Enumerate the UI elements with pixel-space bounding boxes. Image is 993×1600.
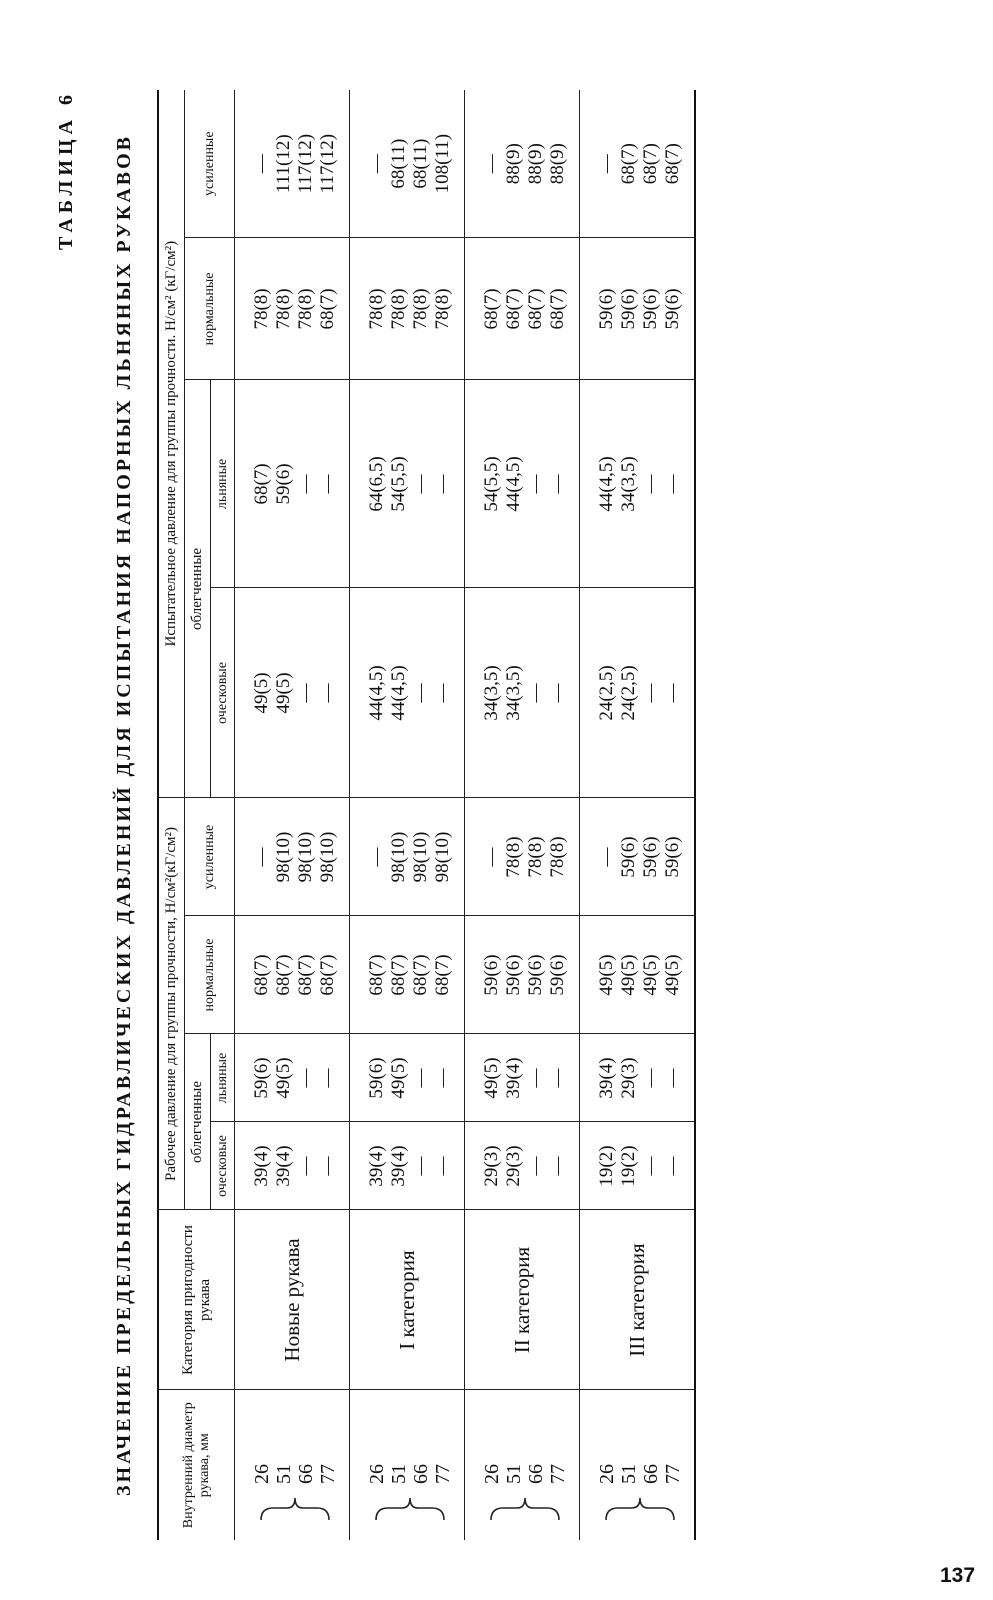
pressure-value: 78(8) <box>388 288 410 330</box>
pressure-value: — <box>295 474 317 494</box>
pressure-value: 68(11) <box>410 138 432 189</box>
test-linen-cell <box>465 380 580 588</box>
pressure-value: 44(4,5) <box>503 456 525 512</box>
pressure-value: 39(4) <box>366 1145 388 1187</box>
pressure-value: — <box>547 474 569 494</box>
diameter-value: 51 <box>503 1464 526 1484</box>
pressure-value: 78(8) <box>547 836 569 878</box>
pressure-value: 68(7) <box>410 954 432 996</box>
table-row <box>350 90 465 1540</box>
diameter-cell <box>350 1390 465 1540</box>
pressure-value: — <box>640 1156 662 1176</box>
working-normal-cell <box>350 916 465 1034</box>
table-body <box>235 90 696 1540</box>
pressure-value: — <box>547 1156 569 1176</box>
pressure-value: 49(5) <box>251 672 273 714</box>
pressure-value: 88(9) <box>503 143 525 185</box>
working-reinforced-cell <box>465 798 580 916</box>
test-reinforced-cell <box>465 90 580 238</box>
pressure-value: 44(4,5) <box>596 456 618 512</box>
pressure-value: 108(11) <box>432 133 454 194</box>
brace-icon <box>604 1494 676 1522</box>
pressure-value: — <box>295 1068 317 1088</box>
pressure-value: — <box>317 1156 339 1176</box>
pressure-value: 68(7) <box>251 463 273 505</box>
pressure-value: — <box>481 847 503 867</box>
pressure-value: — <box>410 474 432 494</box>
pressure-value: 59(6) <box>525 954 547 996</box>
pressure-value: — <box>662 1068 684 1088</box>
diameter-value: 77 <box>432 1464 455 1484</box>
header-test-linen: льняные <box>210 380 235 588</box>
pressure-value: — <box>317 1068 339 1088</box>
pressure-value: 29(3) <box>481 1145 503 1187</box>
test-spectacle-cell <box>465 588 580 798</box>
rotated-table-page <box>55 90 955 1540</box>
brace-icon <box>489 1494 561 1522</box>
pressure-value: — <box>547 1068 569 1088</box>
pressure-value: 88(9) <box>547 143 569 185</box>
table-row <box>465 90 580 1540</box>
header-working: Рабочее давление для группы прочности, Н/см²(кГ/см²) <box>158 798 184 1210</box>
test-spectacle-cell <box>235 588 350 798</box>
diameter-value: 66 <box>410 1464 433 1484</box>
pressure-value: 59(6) <box>596 288 618 330</box>
pressure-value: 59(6) <box>251 1057 273 1099</box>
pressure-value: 78(8) <box>273 288 295 330</box>
pressure-value: 68(7) <box>366 954 388 996</box>
pressure-value: 59(6) <box>640 288 662 330</box>
pressure-value: 64(6,5) <box>366 456 388 512</box>
working-spectacle-cell <box>350 1122 465 1210</box>
working-reinforced-cell <box>350 798 465 916</box>
test-spectacle-cell <box>350 588 465 798</box>
test-linen-cell <box>580 380 696 588</box>
pressure-value: 24(2,5) <box>596 665 618 721</box>
pressure-value: 49(5) <box>273 1057 295 1099</box>
pressure-value: 49(5) <box>618 954 640 996</box>
test-linen-cell <box>350 380 465 588</box>
category-cell: III категория <box>580 1210 696 1390</box>
pressure-value: 59(6) <box>640 836 662 878</box>
pressure-value: 68(7) <box>388 954 410 996</box>
working-linen-cell <box>465 1034 580 1122</box>
pressure-value: 78(8) <box>432 288 454 330</box>
diameter-value: 51 <box>388 1464 411 1484</box>
pressure-value: — <box>640 474 662 494</box>
pressure-value: 68(7) <box>481 288 503 330</box>
pressure-value: 78(8) <box>251 288 273 330</box>
pressure-value: 49(5) <box>481 1057 503 1099</box>
pressure-value: — <box>640 683 662 703</box>
pressure-value: — <box>366 847 388 867</box>
test-normal-cell <box>580 238 696 380</box>
category-cell: II категория <box>465 1210 580 1390</box>
header-test: Испытательное давление для группы прочности. Н/см² (кГ/см²) <box>158 90 184 798</box>
pressure-value: 68(7) <box>432 954 454 996</box>
pressure-value: — <box>295 1156 317 1176</box>
working-spectacle-cell <box>580 1122 696 1210</box>
working-reinforced-cell <box>580 798 696 916</box>
header-diameter: Внутренний диаметр рукава, мм <box>158 1390 235 1540</box>
pressure-value: 44(4,5) <box>366 665 388 721</box>
pressure-value: 68(7) <box>547 288 569 330</box>
diameter-value: 66 <box>295 1464 318 1484</box>
pressure-value: 19(2) <box>618 1145 640 1187</box>
pressure-value: 39(4) <box>251 1145 273 1187</box>
working-reinforced-cell <box>235 798 350 916</box>
working-normal-cell <box>580 916 696 1034</box>
header-working-spectacle: оческовые <box>210 1122 235 1210</box>
diameter-value: 51 <box>273 1464 296 1484</box>
pressure-value: 78(8) <box>366 288 388 330</box>
pressure-value: 59(6) <box>618 836 640 878</box>
pressure-value: 68(11) <box>388 138 410 189</box>
pressure-value: — <box>547 683 569 703</box>
pressure-value: — <box>410 1156 432 1176</box>
pressure-value: — <box>410 1068 432 1088</box>
diameter-value: 77 <box>547 1464 570 1484</box>
diameter-cell <box>235 1390 350 1540</box>
pressure-value: 59(6) <box>481 954 503 996</box>
pressure-value: 59(6) <box>273 463 295 505</box>
pressure-value: — <box>525 474 547 494</box>
pressure-value: 98(10) <box>295 831 317 883</box>
pressure-value: — <box>662 474 684 494</box>
header-working-linen: льняные <box>210 1034 235 1122</box>
diameter-cell <box>465 1390 580 1540</box>
pressure-value: — <box>251 847 273 867</box>
diameter-value: 26 <box>251 1464 274 1484</box>
pressure-value: 68(7) <box>640 143 662 185</box>
pressure-value: 29(3) <box>618 1057 640 1099</box>
pressure-value: 68(7) <box>273 954 295 996</box>
pressure-value: — <box>317 683 339 703</box>
pressure-value: 98(10) <box>317 831 339 883</box>
pressure-value: — <box>432 683 454 703</box>
pressure-value: — <box>525 683 547 703</box>
brace-icon <box>374 1494 446 1522</box>
working-linen-cell <box>580 1034 696 1122</box>
pressure-value: 98(10) <box>273 831 295 883</box>
pressure-value: 19(2) <box>596 1145 618 1187</box>
diameter-value: 26 <box>481 1464 504 1484</box>
pressure-value: 78(8) <box>295 288 317 330</box>
table-title: ЗНАЧЕНИЕ ПРЕДЕЛЬНЫХ ГИДРАВЛИЧЕСКИХ ДАВЛЕНИЙ ДЛЯ ИСПЫТАНИЯ НАПОРНЫХ ЛЬНЯНЫХ РУКАВОВ <box>113 134 135 1496</box>
pressure-value: — <box>432 1068 454 1088</box>
header-test-spectacle: оческовые <box>210 588 235 798</box>
pressure-value: 44(4,5) <box>388 665 410 721</box>
header-working-reinforced: усиленные <box>184 798 234 916</box>
pressure-value: 39(4) <box>273 1145 295 1187</box>
brace-icon <box>259 1494 331 1522</box>
table-number: ТАБЛИЦА 6 <box>55 90 77 250</box>
pressure-value: 49(5) <box>662 954 684 996</box>
pressure-value: 39(4) <box>388 1145 410 1187</box>
pressure-value: 39(4) <box>503 1057 525 1099</box>
pressure-table <box>157 90 696 1540</box>
pressure-value: 98(10) <box>432 831 454 883</box>
pressure-value: — <box>662 683 684 703</box>
pressure-value: — <box>366 154 388 174</box>
header-test-light: облегченные <box>184 380 210 798</box>
pressure-value: 78(8) <box>503 836 525 878</box>
pressure-value: 34(3,5) <box>503 665 525 721</box>
working-normal-cell <box>465 916 580 1034</box>
header-test-normal: нормальные <box>184 238 234 380</box>
pressure-value: — <box>432 474 454 494</box>
pressure-value: 88(9) <box>525 143 547 185</box>
pressure-value: — <box>295 683 317 703</box>
pressure-value: 49(5) <box>640 954 662 996</box>
pressure-value: 59(6) <box>503 954 525 996</box>
diameter-value: 26 <box>596 1464 619 1484</box>
pressure-value: 117(12) <box>295 133 317 194</box>
pressure-value: 39(4) <box>596 1057 618 1099</box>
working-spectacle-cell <box>235 1122 350 1210</box>
pressure-value: 59(6) <box>662 288 684 330</box>
diameter-value: 26 <box>366 1464 389 1484</box>
diameter-value: 66 <box>640 1464 663 1484</box>
pressure-value: 68(7) <box>503 288 525 330</box>
category-cell: I категория <box>350 1210 465 1390</box>
pressure-value: 117(12) <box>317 133 339 194</box>
test-reinforced-cell <box>580 90 696 238</box>
test-reinforced-cell <box>350 90 465 238</box>
working-linen-cell <box>235 1034 350 1122</box>
pressure-value: 111(12) <box>273 134 295 194</box>
diameter-value: 51 <box>618 1464 641 1484</box>
pressure-value: 59(6) <box>662 836 684 878</box>
diameter-value: 77 <box>662 1464 685 1484</box>
pressure-value: 68(7) <box>662 143 684 185</box>
pressure-value: 78(8) <box>525 836 547 878</box>
pressure-value: 49(5) <box>273 672 295 714</box>
header-working-light: облегченные <box>184 1034 210 1210</box>
pressure-value: — <box>317 474 339 494</box>
page-number: 137 <box>940 1564 976 1587</box>
pressure-value: — <box>481 154 503 174</box>
pressure-value: 68(7) <box>525 288 547 330</box>
pressure-value: 34(3,5) <box>618 456 640 512</box>
pressure-value: 98(10) <box>388 831 410 883</box>
pressure-value: 68(7) <box>295 954 317 996</box>
test-normal-cell <box>465 238 580 380</box>
test-reinforced-cell <box>235 90 350 238</box>
diameter-value: 77 <box>317 1464 340 1484</box>
pressure-value: — <box>251 154 273 174</box>
pressure-value: 68(7) <box>317 288 339 330</box>
pressure-value: 54(5,5) <box>481 456 503 512</box>
header-category: Категория пригодности рукава <box>158 1210 235 1390</box>
pressure-value: — <box>410 683 432 703</box>
pressure-value: — <box>525 1068 547 1088</box>
pressure-value: 54(5,5) <box>388 456 410 512</box>
test-spectacle-cell <box>580 588 696 798</box>
pressure-value: 59(6) <box>366 1057 388 1099</box>
pressure-value: 49(5) <box>388 1057 410 1099</box>
working-normal-cell <box>235 916 350 1034</box>
pressure-value: 59(6) <box>547 954 569 996</box>
pressure-value: 49(5) <box>596 954 618 996</box>
pressure-value: 68(7) <box>618 143 640 185</box>
pressure-value: 98(10) <box>410 831 432 883</box>
pressure-value: — <box>662 1156 684 1176</box>
test-normal-cell <box>350 238 465 380</box>
pressure-value: — <box>432 1156 454 1176</box>
test-linen-cell <box>235 380 350 588</box>
pressure-value: 24(2,5) <box>618 665 640 721</box>
diameter-cell <box>580 1390 696 1540</box>
pressure-value: 68(7) <box>317 954 339 996</box>
test-normal-cell <box>235 238 350 380</box>
pressure-value: — <box>596 847 618 867</box>
working-linen-cell <box>350 1034 465 1122</box>
table-row <box>580 90 696 1540</box>
table-row <box>235 90 350 1540</box>
pressure-value: 59(6) <box>618 288 640 330</box>
pressure-value: 68(7) <box>251 954 273 996</box>
working-spectacle-cell <box>465 1122 580 1210</box>
pressure-value: — <box>596 154 618 174</box>
pressure-value: — <box>525 1156 547 1176</box>
header-test-reinforced: усиленные <box>184 90 234 238</box>
diameter-value: 66 <box>525 1464 548 1484</box>
header-working-normal: нормальные <box>184 916 234 1034</box>
category-cell: Новые рукава <box>235 1210 350 1390</box>
pressure-value: 29(3) <box>503 1145 525 1187</box>
pressure-value: — <box>640 1068 662 1088</box>
pressure-value: 34(3,5) <box>481 665 503 721</box>
pressure-value: 78(8) <box>410 288 432 330</box>
